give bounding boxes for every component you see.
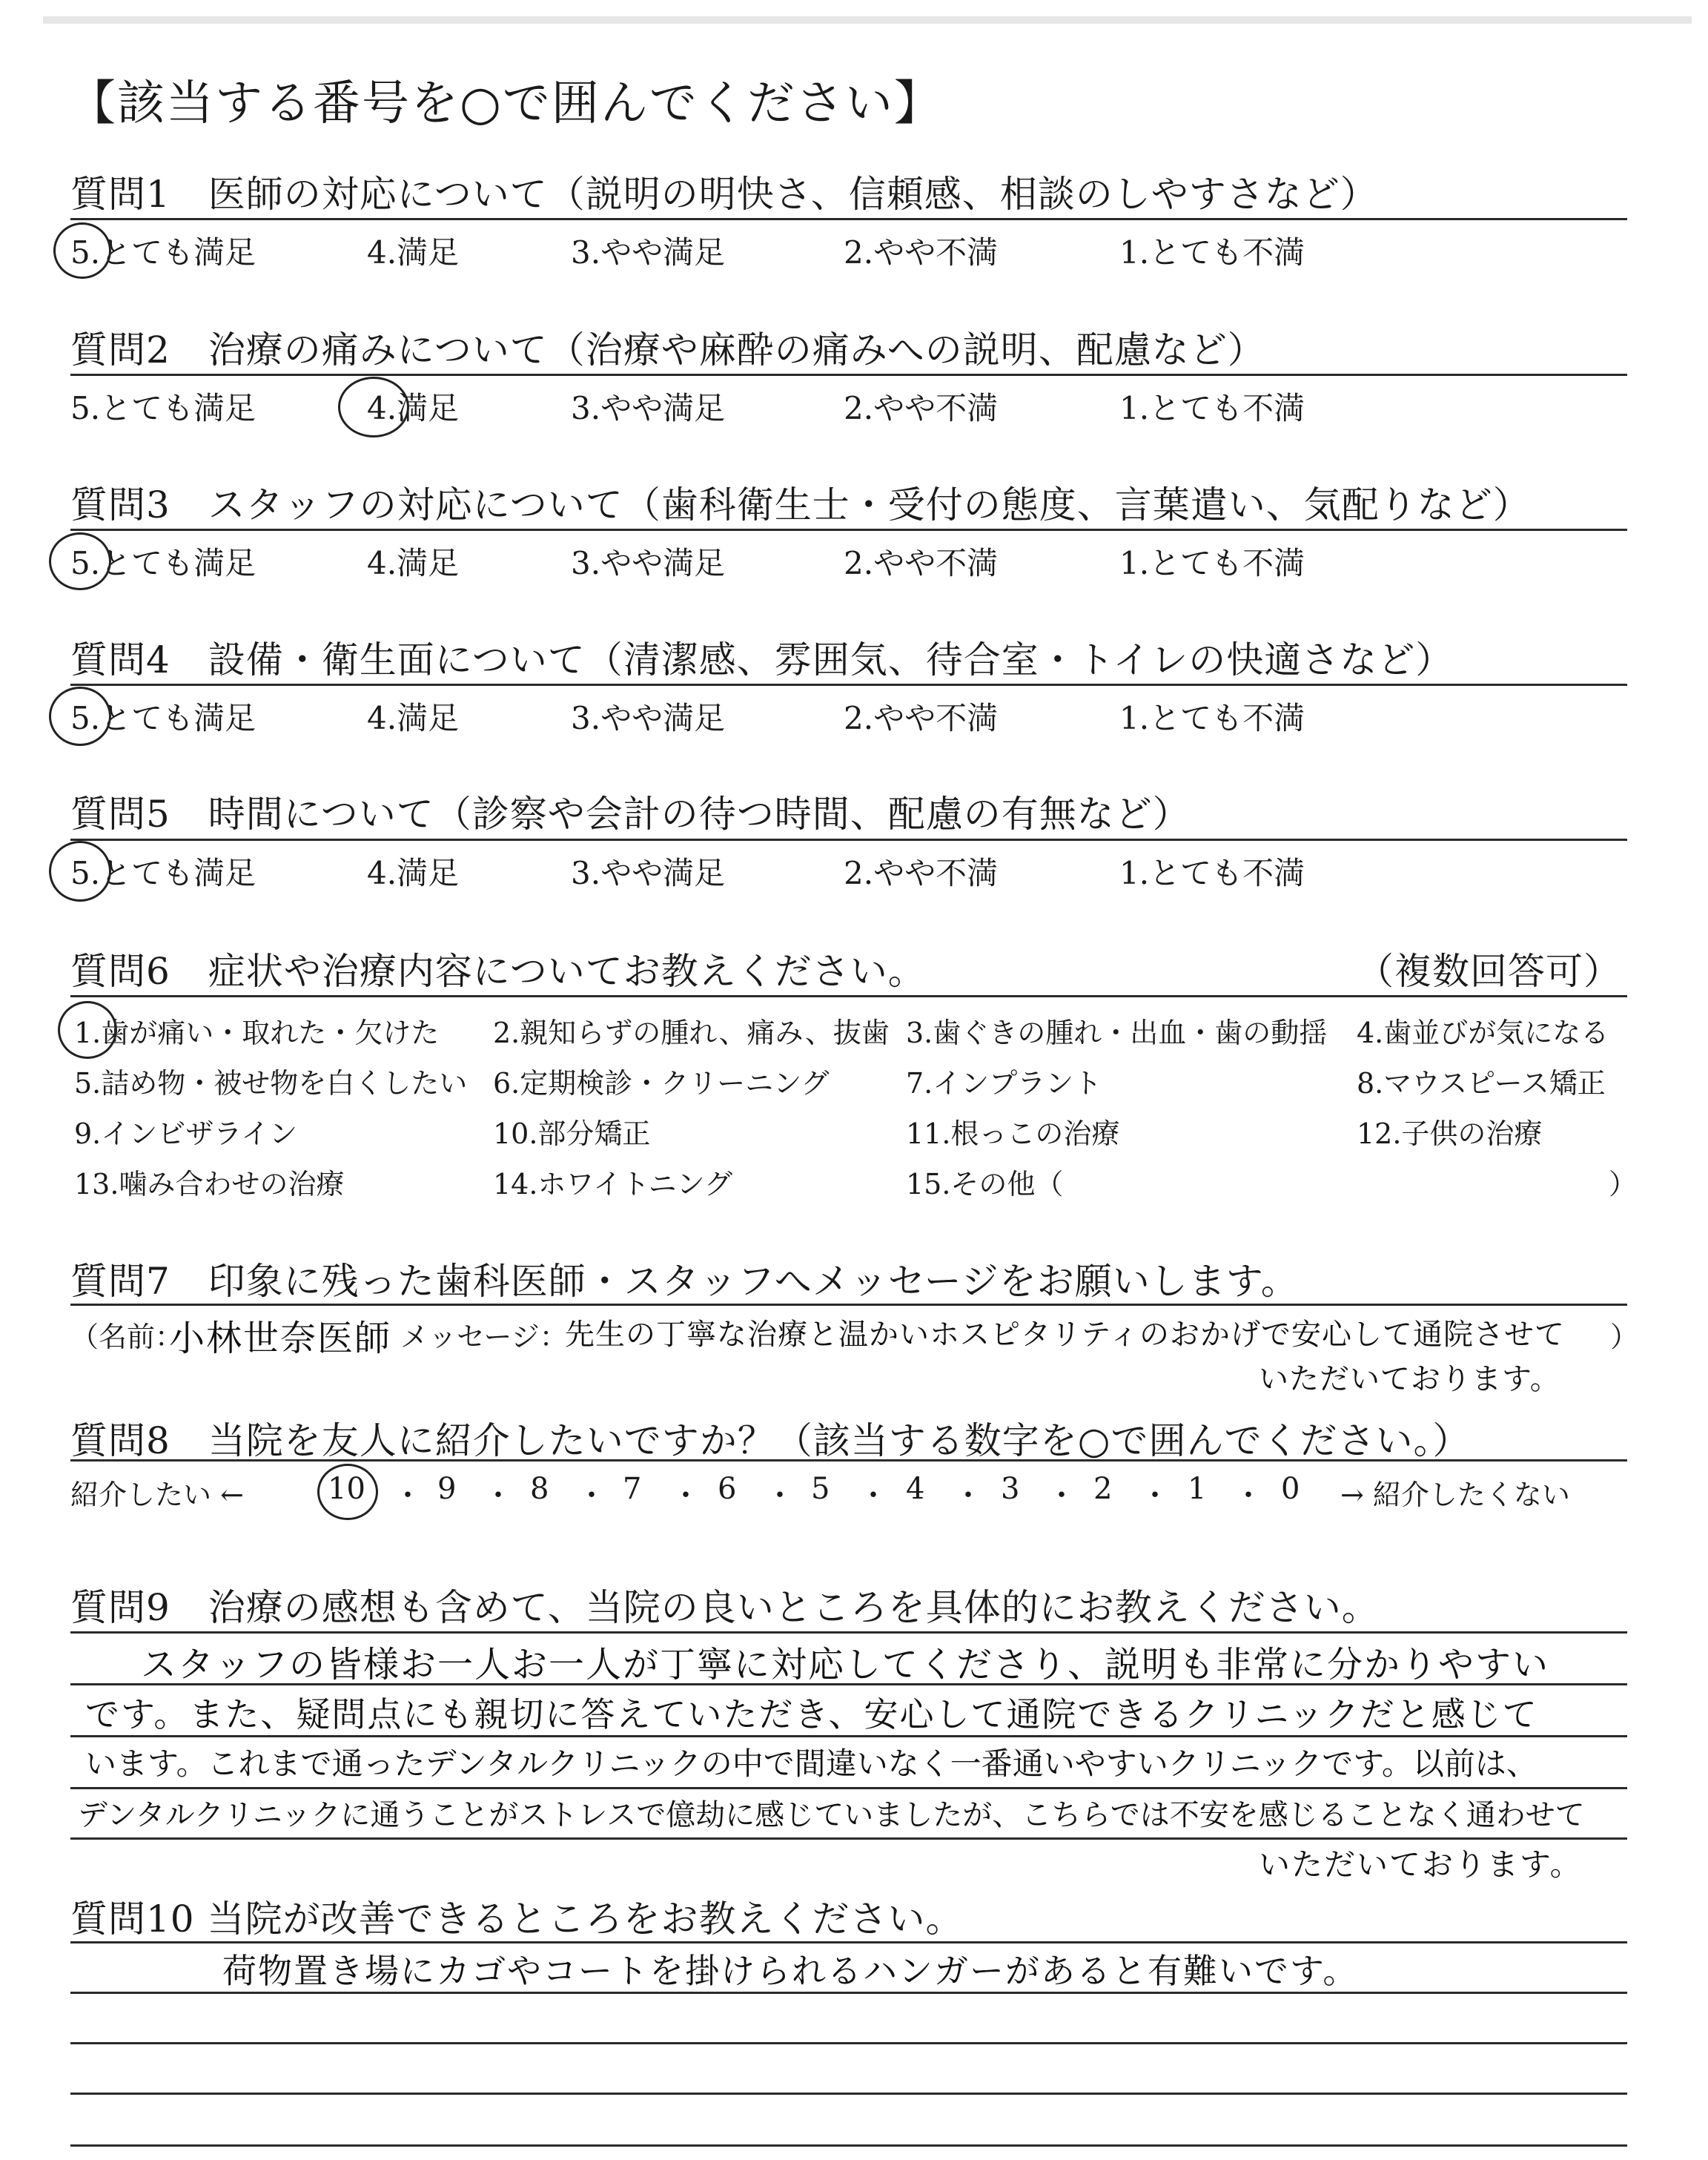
symptom-option[interactable]: 11.根っこの治療 xyxy=(906,1117,1120,1150)
option-2[interactable]: 2.やや不満 xyxy=(844,545,999,581)
rule xyxy=(70,2093,1627,2095)
message-close-paren: ） xyxy=(1610,1321,1639,1353)
symptom-option[interactable]: 9.インビザライン xyxy=(74,1117,298,1150)
rule xyxy=(70,1941,1627,1943)
answer-line: 荷物置き場にカゴやコートを掛けられるハンガーがあると有難いです。 xyxy=(222,1951,1359,1991)
message-input-line-2[interactable]: いただいております。 xyxy=(1259,1362,1560,1396)
answer-line: デンタルクリニックに通うことがストレスで億劫に感じていましたが、こちらでは不安を感じることなく通わせて xyxy=(78,1798,1585,1832)
rule xyxy=(70,1837,1627,1840)
other-close-paren: ） xyxy=(1609,1168,1638,1200)
option-2[interactable]: 2.やや不満 xyxy=(844,700,999,736)
question-4: 質問4 設備・衛生面について（清潔感、雰囲気、待合室・トイレの快適さなど） xyxy=(70,638,1454,681)
scale-0[interactable]: 0 xyxy=(1281,1472,1300,1506)
option-3[interactable]: 3.やや満足 xyxy=(571,234,726,271)
option-2[interactable]: 2.やや不満 xyxy=(844,390,999,426)
rule xyxy=(70,374,1627,376)
scale-10[interactable]: 10 xyxy=(328,1472,365,1506)
recommend-left-label: 紹介したい ← xyxy=(70,1479,244,1511)
scale-4[interactable]: 4 xyxy=(906,1472,925,1506)
scale-separator: ・ xyxy=(577,1479,606,1513)
question-3: 質問3 スタッフの対応について（歯科衛生士・受付の態度、言葉遣い、気配りなど） xyxy=(70,483,1531,526)
option-5[interactable]: 5.とても満足 xyxy=(70,700,256,736)
option-1[interactable]: 1.とても不満 xyxy=(1119,234,1305,271)
scale-separator: ・ xyxy=(393,1479,423,1513)
symptom-option[interactable]: 14.ホワイトニング xyxy=(493,1168,733,1200)
option-3[interactable]: 3.やや満足 xyxy=(571,390,726,426)
scale-separator: ・ xyxy=(765,1479,795,1513)
option-5[interactable]: 5.とても満足 xyxy=(70,855,256,891)
option-1[interactable]: 1.とても不満 xyxy=(1119,545,1305,581)
question-5: 質問5 時間について（診察や会計の待つ時間、配慮の有無など） xyxy=(70,793,1191,836)
scale-5[interactable]: 5 xyxy=(811,1472,830,1506)
selection-circle xyxy=(53,222,111,279)
symptom-option[interactable]: 4.歯並びが気になる xyxy=(1357,1017,1609,1049)
scale-7[interactable]: 7 xyxy=(623,1472,642,1506)
option-4[interactable]: 4.満足 xyxy=(367,545,460,581)
rule xyxy=(70,1631,1627,1634)
scale-separator: ・ xyxy=(483,1479,513,1513)
scale-2[interactable]: 2 xyxy=(1093,1472,1113,1506)
answer-line: です。また、疑問点にも親切に答えていただき、安心して通院できるクリニックだと感じて xyxy=(85,1694,1538,1734)
question-10: 質問10 当院が改善できるところをお教えください。 xyxy=(70,1898,964,1941)
question-6: 質問6 症状や治療内容についてお教えください。 xyxy=(70,950,926,993)
option-4[interactable]: 4.満足 xyxy=(367,390,460,426)
option-3[interactable]: 3.やや満足 xyxy=(571,700,726,736)
selection-circle xyxy=(317,1464,378,1520)
option-2[interactable]: 2.やや不満 xyxy=(844,855,999,891)
option-1[interactable]: 1.とても不満 xyxy=(1119,855,1305,891)
multiple-answer-note: （複数回答可） xyxy=(1357,950,1621,993)
recommend-right-label: → 紹介したくない xyxy=(1340,1479,1570,1511)
selection-circle xyxy=(58,1001,117,1059)
symptom-option[interactable]: 2.親知らずの腫れ、痛み、抜歯 xyxy=(493,1017,890,1049)
option-4[interactable]: 4.満足 xyxy=(367,700,460,736)
symptom-option[interactable]: 1.歯が痛い・取れた・欠けた xyxy=(74,1017,440,1049)
symptom-option[interactable]: 3.歯ぐきの腫れ・出血・歯の動揺 xyxy=(906,1017,1328,1049)
selection-circle xyxy=(49,532,111,590)
answer-line: いただいております。 xyxy=(1259,1846,1583,1883)
scale-separator: ・ xyxy=(953,1479,983,1513)
question-1: 質問1 医師の対応について（説明の明快さ、信頼感、相談のしやすさなど） xyxy=(70,173,1378,216)
option-1[interactable]: 1.とても不満 xyxy=(1119,700,1305,736)
symptom-option[interactable]: 12.子供の治療 xyxy=(1357,1117,1543,1150)
name-label: （名前： xyxy=(70,1321,184,1353)
symptom-option[interactable]: 6.定期検診・クリーニング xyxy=(493,1067,830,1100)
scale-6[interactable]: 6 xyxy=(718,1472,737,1506)
symptom-option[interactable]: 13.噛み合わせの治療 xyxy=(74,1168,345,1200)
scale-separator: ・ xyxy=(1047,1479,1076,1513)
message-input-line-1[interactable]: 先生の丁寧な治療と温かいホスピタリティのおかげで安心して通院させて xyxy=(565,1318,1565,1352)
symptom-option[interactable]: 10.部分矯正 xyxy=(493,1117,651,1150)
option-5[interactable]: 5.とても満足 xyxy=(70,390,256,426)
scale-separator: ・ xyxy=(671,1479,701,1513)
question-8: 質問8 当院を友人に紹介したいですか？（該当する数字を○で囲んでください。） xyxy=(70,1419,1471,1462)
symptom-option[interactable]: 8.マウスピース矯正 xyxy=(1357,1067,1606,1100)
rule xyxy=(70,995,1627,997)
staff-name-input[interactable]: 小林世奈医師 xyxy=(169,1318,392,1359)
question-9: 質問9 治療の感想も含めて、当院の良いところを具体的にお教えください。 xyxy=(70,1586,1380,1629)
option-4[interactable]: 4.満足 xyxy=(367,855,460,891)
scale-separator: ・ xyxy=(1234,1479,1263,1513)
top-border xyxy=(43,16,1692,24)
rule xyxy=(70,2144,1627,2147)
scale-separator: ・ xyxy=(1140,1479,1170,1513)
rule xyxy=(70,1787,1627,1789)
question-7: 質問7 印象に残った歯科医師・スタッフへメッセージをお願いします。 xyxy=(70,1260,1299,1303)
selection-circle xyxy=(49,687,111,746)
symptom-option[interactable]: 5.詰め物・被せ物を白くしたい xyxy=(74,1067,468,1100)
scale-3[interactable]: 3 xyxy=(1001,1472,1020,1506)
answer-line: スタッフの皆様お一人お一人が丁寧に対応してくださり、説明も非常に分かりやすい xyxy=(141,1644,1550,1685)
rule xyxy=(70,1304,1627,1306)
option-5[interactable]: 5.とても満足 xyxy=(70,234,256,271)
symptom-option[interactable]: 7.インプラント xyxy=(906,1067,1102,1100)
scale-separator: ・ xyxy=(858,1479,888,1513)
rule xyxy=(70,2042,1627,2044)
page-title: 【該当する番号を○で囲んでください】 xyxy=(68,76,943,131)
option-2[interactable]: 2.やや不満 xyxy=(844,234,999,271)
rule xyxy=(70,839,1627,841)
option-1[interactable]: 1.とても不満 xyxy=(1119,390,1305,426)
rule xyxy=(70,218,1627,220)
scale-8[interactable]: 8 xyxy=(530,1472,549,1506)
answer-line: います。これまで通ったデンタルクリニックの中で間違いなく一番通いやすいクリニックです。以前は、 xyxy=(85,1745,1537,1782)
rule xyxy=(70,529,1627,531)
symptom-option[interactable]: 15.その他（ xyxy=(906,1168,1064,1200)
question-2: 質問2 治療の痛みについて（治療や麻酔の痛みへの説明、配慮など） xyxy=(70,328,1265,371)
selection-circle xyxy=(49,841,111,902)
option-3[interactable]: 3.やや満足 xyxy=(571,545,726,581)
rule xyxy=(70,684,1627,686)
scale-9[interactable]: 9 xyxy=(437,1472,457,1506)
message-label: メッセージ： xyxy=(400,1321,568,1353)
option-3[interactable]: 3.やや満足 xyxy=(571,855,726,891)
scale-1[interactable]: 1 xyxy=(1188,1472,1207,1506)
rule xyxy=(70,1459,1627,1462)
option-4[interactable]: 4.満足 xyxy=(367,234,460,271)
option-5[interactable]: 5.とても満足 xyxy=(70,545,256,581)
selection-circle xyxy=(338,377,409,437)
